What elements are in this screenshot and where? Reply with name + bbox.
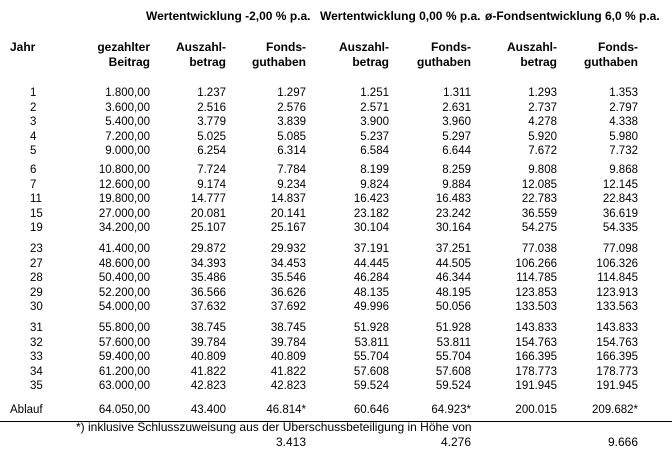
value-cell: 3.960 [442,116,471,129]
value-cell: 41.400,00 [98,243,150,255]
value-cell: 61.200,00 [98,365,150,378]
value-cell: 6.314 [277,145,306,158]
value-cell: 30.104 [353,222,389,235]
value-cell: 20.141 [270,207,306,220]
year-cell: 23 [30,243,43,255]
value-cell: 39.784 [190,336,226,349]
value-cell: 36.626 [270,286,306,299]
year-cell: 7 [30,178,37,191]
value-cell: 16.423 [353,193,389,206]
year-cell: 32 [30,336,43,349]
value-cell: 19.800,00 [98,193,150,206]
year-cell: 28 [30,272,43,285]
value-cell: 8.199 [360,164,389,176]
value-cell: 22.843 [602,193,638,206]
value-cell: 114.785 [516,272,557,285]
table-row [0,130,672,144]
value-cell: 9.234 [277,178,306,191]
year-cell: 1 [30,87,37,99]
table-row [0,286,672,300]
value-cell: 9.808 [528,164,557,176]
value-cell: 77.038 [521,243,557,255]
value-cell: 178.773 [515,365,557,378]
value-cell: 9.824 [360,178,389,191]
value-cell: 77.098 [602,243,638,255]
value-cell: 200.015 [515,404,557,416]
value-cell: 178.773 [596,365,638,378]
footnote-value-2: 4.276 [440,435,471,449]
value-cell: 30.164 [435,222,471,235]
value-cell: 3.779 [197,116,226,129]
table-row [0,379,672,393]
value-cell: 41.822 [190,365,226,378]
value-cell: 38.745 [190,322,226,334]
value-cell: 46.284 [353,272,389,285]
value-cell: 51.928 [353,322,389,334]
value-cell: 4.338 [609,116,638,129]
value-cell: 36.619 [602,207,638,220]
value-cell: 55.800,00 [98,322,150,334]
value-cell: 5.980 [609,130,638,143]
value-cell: 35.546 [270,272,306,285]
value-cell: 7.784 [277,164,306,176]
value-cell: 40.809 [270,351,306,364]
col-header-line1: Auszahl- [338,40,389,54]
year-cell: 3 [30,116,37,129]
value-cell: 29.932 [270,243,306,255]
value-cell: 106.326 [596,257,638,270]
col-header-line2: betrag [520,55,557,69]
value-cell: 54.275 [521,222,557,235]
value-cell: 6.644 [442,145,471,158]
value-cell: 42.823 [190,380,226,393]
value-cell: 10.800,00 [98,164,150,176]
value-cell: 60.646 [353,404,389,416]
col-header-line2: guthaben [252,55,306,69]
col-header-line1: Fonds- [431,40,471,54]
value-cell: 25.167 [270,222,306,235]
year-cell: 4 [30,130,37,143]
value-cell: 123.853 [515,286,557,299]
value-cell: 64.050,00 [98,404,150,416]
year-cell: 33 [30,351,43,364]
col-header-line1: Auszahl- [506,40,557,54]
value-cell: 54.000,00 [98,301,150,314]
col-header-fonds-1 [252,40,306,70]
col-header-line2: Beitrag [108,55,150,69]
value-cell: 64.923* [431,404,471,416]
value-cell: 1.353 [609,87,638,99]
value-cell: 1.293 [528,87,557,99]
value-cell: 12.600,00 [98,178,150,191]
value-cell: 12.085 [521,178,557,191]
footnote-text: *) inklusive Schlusszuweisung aus der Überschussbeteiligung in Höhe von [76,420,472,434]
value-cell: 114.845 [597,272,638,285]
value-cell: 5.085 [277,130,306,143]
col-header-auszahl-1 [176,40,226,70]
value-cell: 63.000,00 [98,380,150,393]
table-row [0,350,672,364]
col-header-line2: betrag [189,55,226,69]
value-cell: 59.400,00 [98,351,150,364]
value-cell: 44.505 [435,257,471,270]
value-cell: 55.704 [435,351,471,364]
value-cell: 154.763 [515,336,557,349]
value-cell: 5.237 [360,130,389,143]
year-cell: 19 [30,222,43,235]
value-cell: 209.682* [591,404,638,416]
value-cell: 46.344 [435,272,471,285]
value-cell: 57.600,00 [98,336,150,349]
value-cell: 44.445 [353,257,389,270]
table-row [0,163,672,177]
value-cell: 48.600,00 [98,257,150,270]
value-cell: 54.335 [602,222,638,235]
value-cell: 48.135 [353,286,389,299]
value-cell: 37.692 [270,301,306,314]
year-cell: 29 [30,286,43,299]
table-row [0,192,672,206]
ablauf-row [0,403,672,417]
value-cell: 2.571 [360,101,389,114]
table-row [0,115,672,129]
table-row [0,207,672,221]
value-cell: 34.393 [190,257,226,270]
value-cell: 59.524 [353,380,389,393]
value-cell: 143.833 [596,322,638,334]
value-cell: 2.737 [528,101,557,114]
group-header-minus-2: Wertentwicklung -2,00 % p.a. [146,9,311,23]
value-cell: 23.242 [435,207,471,220]
year-cell: 11 [30,193,42,206]
value-cell: 37.632 [190,301,226,314]
value-cell: 48.195 [435,286,471,299]
value-cell: 14.837 [270,193,306,206]
col-header-fonds-3 [584,40,638,70]
value-cell: 23.182 [353,207,389,220]
value-cell: 3.600,00 [105,101,150,114]
value-cell: 53.811 [436,336,471,349]
table-row [0,271,672,285]
year-cell: 30 [30,301,43,314]
value-cell: 4.278 [528,116,557,129]
value-cell: 123.913 [596,286,638,299]
value-cell: 1.311 [443,87,471,99]
value-cell: 50.056 [435,301,471,314]
table-row [0,257,672,271]
value-cell: 3.839 [277,116,306,129]
value-cell: 57.608 [435,365,471,378]
value-cell: 154.763 [596,336,638,349]
col-header-beitrag [97,40,150,70]
value-cell: 16.483 [435,193,471,206]
table-row [0,221,672,235]
value-cell: 53.811 [354,336,389,349]
footnote-value-3: 9.666 [607,435,638,449]
table-row [0,86,672,100]
table-row [0,300,672,314]
value-cell: 9.174 [197,178,226,191]
value-cell: 34.200,00 [98,222,150,235]
footnote-value-1: 3.413 [275,435,306,449]
col-header-line1: Jahr [10,40,36,54]
value-cell: 40.809 [190,351,226,364]
value-cell: 49.996 [353,301,389,314]
col-header-line1: Fonds- [598,40,638,54]
value-cell: 1.800,00 [105,87,150,99]
value-cell: 8.259 [442,164,471,176]
year-cell: 6 [30,164,37,176]
value-cell: 2.631 [442,101,471,114]
value-cell: 37.191 [353,243,389,255]
value-cell: 5.297 [442,130,471,143]
table-row [0,321,672,335]
value-cell: 7.732 [609,145,638,158]
value-cell: 46.814* [266,404,306,416]
value-cell: 59.524 [435,380,471,393]
value-cell: 2.516 [197,101,226,114]
col-header-auszahl-3 [507,40,557,70]
value-cell: 14.777 [190,193,226,206]
value-cell: 1.237 [197,87,226,99]
value-cell: 2.797 [609,101,638,114]
value-cell: 9.884 [442,178,471,191]
value-cell: 7.724 [197,164,226,176]
value-cell: 39.784 [270,336,306,349]
col-header-line2: guthaben [584,55,638,69]
col-header-jahr [10,40,35,55]
value-cell: 5.920 [528,130,557,143]
group-header-0: Wertentwicklung 0,00 % p.a. [320,9,481,23]
col-header-line1: gezahlter [97,40,150,54]
value-cell: 6.254 [197,145,226,158]
value-cell: 191.945 [596,380,638,393]
table-row [0,336,672,350]
value-cell: 22.783 [521,193,557,206]
value-cell: 2.576 [277,101,306,114]
year-cell: 31 [30,322,43,334]
table-row [0,242,672,256]
value-cell: 6.584 [360,145,389,158]
value-cell: 7.200,00 [105,130,150,143]
col-header-line2: betrag [352,55,389,69]
year-cell: Ablauf [10,404,43,416]
value-cell: 55.704 [353,351,389,364]
col-header-line2: guthaben [417,55,471,69]
value-cell: 43.400 [190,404,226,416]
value-cell: 38.745 [270,322,306,334]
year-cell: 15 [30,207,43,220]
value-cell: 3.900 [360,116,389,129]
year-cell: 5 [30,145,37,158]
value-cell: 143.833 [515,322,557,334]
value-cell: 36.559 [521,207,557,220]
value-cell: 41.822 [270,365,306,378]
value-cell: 106.266 [515,257,557,270]
value-cell: 166.395 [596,351,638,364]
value-cell: 9.868 [609,164,638,176]
value-cell: 5.400,00 [105,116,150,129]
value-cell: 36.566 [190,286,226,299]
value-cell: 1.251 [360,87,389,99]
value-cell: 7.672 [528,145,557,158]
value-cell: 29.872 [190,243,226,255]
value-cell: 25.107 [190,222,226,235]
year-cell: 34 [30,365,43,378]
year-cell: 35 [30,380,43,393]
value-cell: 27.000,00 [98,207,150,220]
value-cell: 12.145 [602,178,638,191]
value-cell: 166.395 [515,351,557,364]
value-cell: 133.563 [596,301,638,314]
table-row [0,101,672,115]
value-cell: 51.928 [435,322,471,334]
value-cell: 42.823 [270,380,306,393]
value-cell: 9.000,00 [105,145,150,158]
value-cell: 57.608 [353,365,389,378]
year-cell: 2 [30,101,37,114]
value-cell: 35.486 [190,272,226,285]
value-cell: 37.251 [435,243,471,255]
group-header-6: ø-Fondsentwicklung 6,0 % p.a. [485,9,660,23]
value-cell: 191.945 [515,380,557,393]
value-cell: 133.503 [515,301,557,314]
col-header-auszahl-2 [339,40,389,70]
value-cell: 52.200,00 [98,286,150,299]
value-cell: 34.453 [270,257,306,270]
col-header-line1: Fonds- [266,40,306,54]
value-cell: 50.400,00 [98,272,150,285]
table-row [0,365,672,379]
value-cell: 20.081 [190,207,226,220]
value-cell: 5.025 [197,130,226,143]
value-cell: 1.297 [277,87,306,99]
col-header-fonds-2 [417,40,471,70]
year-cell: 27 [30,257,43,270]
table-row [0,144,672,158]
table-row [0,178,672,192]
col-header-line1: Auszahl- [175,40,226,54]
